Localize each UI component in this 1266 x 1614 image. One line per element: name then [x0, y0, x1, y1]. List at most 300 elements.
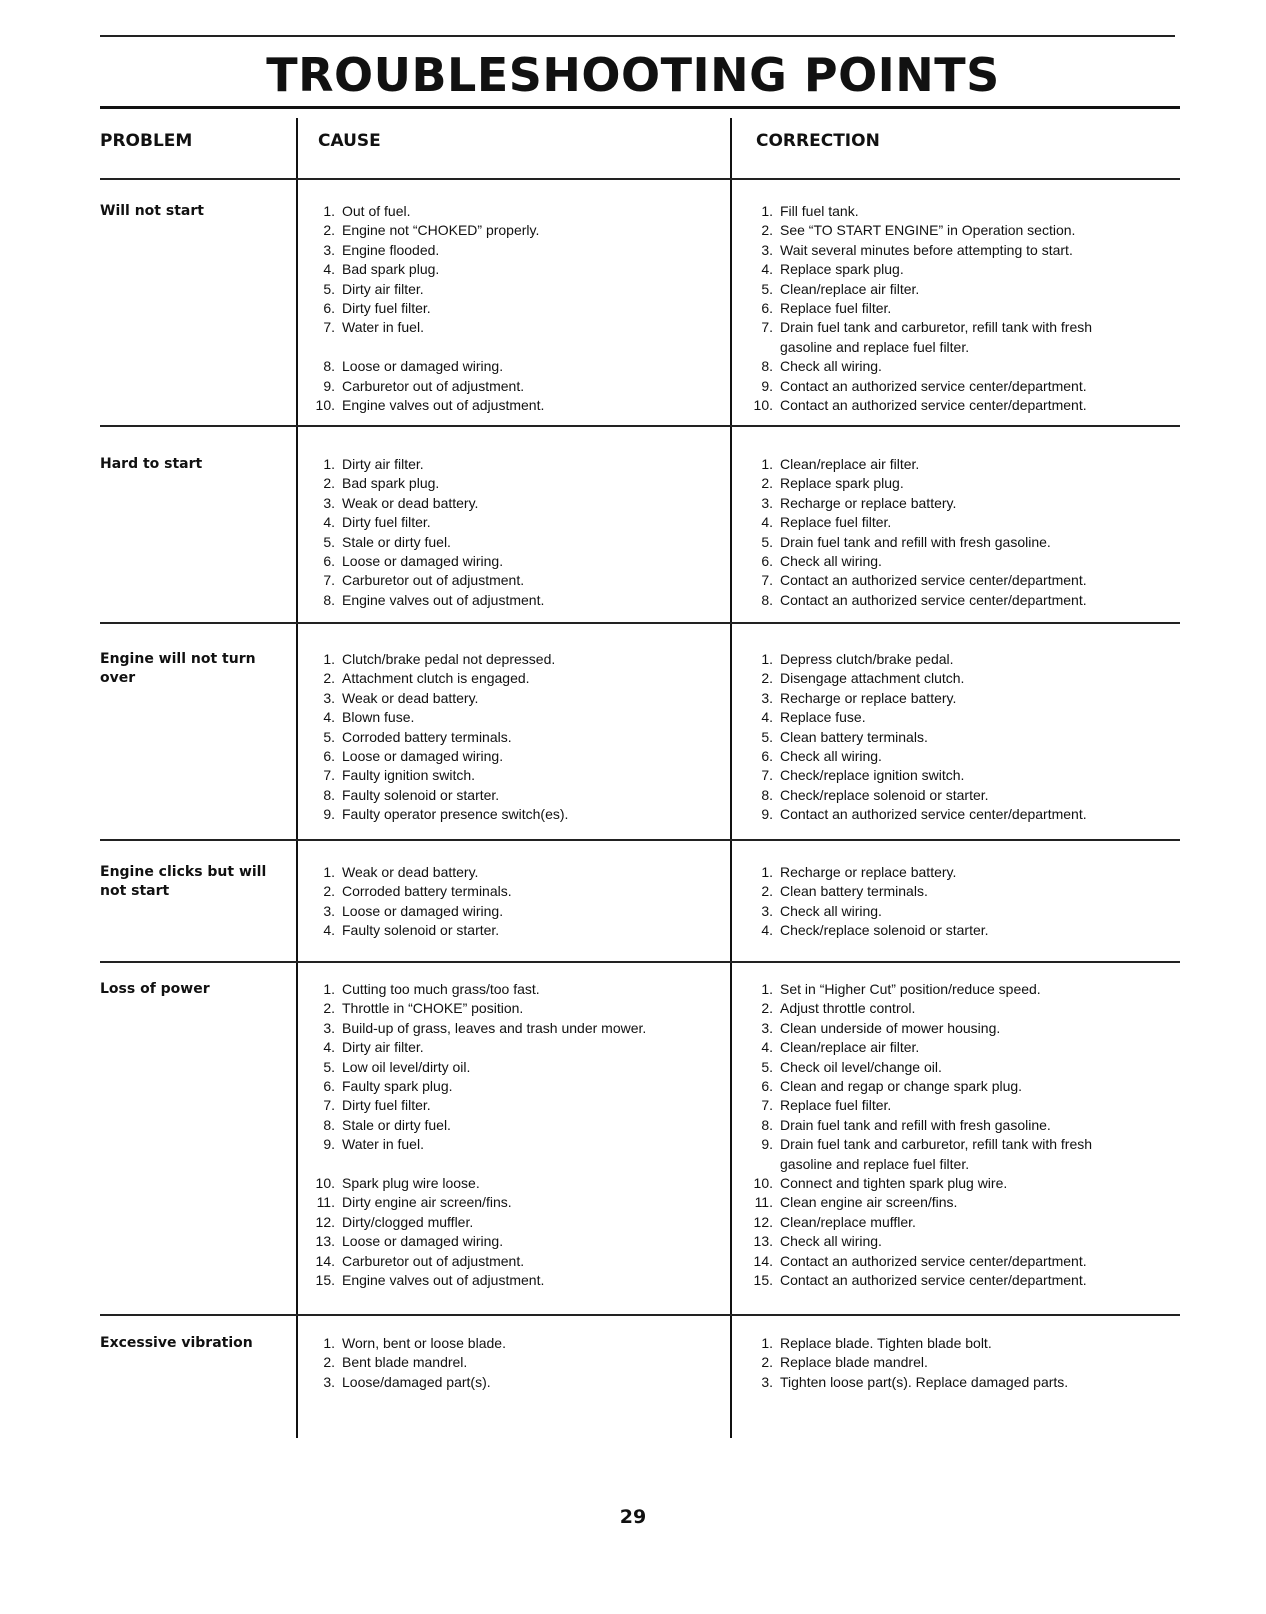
- item-text: Clean/replace air filter.: [780, 280, 920, 297]
- item-text: Dirty air filter.: [342, 1039, 424, 1056]
- column-divider-left: [296, 118, 298, 1438]
- item-number: 8.: [761, 786, 773, 803]
- item-text: Carburetor out of adjustment.: [342, 377, 525, 394]
- item-text: Loose/damaged part(s).: [342, 1373, 491, 1390]
- item-text: Check all wiring.: [780, 553, 882, 570]
- list-item: [302, 1096, 712, 1115]
- item-text: Dirty fuel filter.: [342, 1097, 431, 1114]
- list-item: [740, 455, 1180, 474]
- item-text: Contact an authorized service center/department.: [780, 591, 1087, 608]
- item-text: Spark plug wire loose.: [342, 1175, 480, 1192]
- problem-label: Engine clicks but will not start: [100, 864, 267, 899]
- item-number: 3.: [761, 494, 773, 511]
- item-number: 6.: [323, 748, 335, 765]
- item-number: 7.: [323, 1097, 335, 1114]
- problem-label: Loss of power: [100, 981, 210, 997]
- list-item: [740, 377, 1180, 396]
- item-text: [342, 339, 346, 355]
- item-number: 1.: [761, 456, 773, 472]
- problem-label: Engine will not turn over: [100, 651, 256, 686]
- list-item: [740, 571, 1180, 590]
- item-number: 5.: [761, 280, 773, 297]
- item-text: Faulty solenoid or starter.: [342, 922, 500, 939]
- item-number: 10.: [753, 397, 773, 414]
- cause-list: [302, 863, 712, 941]
- list-item: [302, 338, 712, 357]
- page-number: 29: [619, 1506, 647, 1528]
- item-text: Disengage attachment clutch.: [780, 670, 965, 687]
- list-item: [302, 1155, 712, 1174]
- item-text: Corroded battery terminals.: [342, 883, 512, 900]
- item-text: Fill fuel tank.: [780, 203, 859, 219]
- list-item: [302, 202, 712, 221]
- cause-list: [302, 1334, 712, 1392]
- item-text: Check oil level/change oil.: [780, 1058, 942, 1075]
- item-text: Weak or dead battery.: [342, 494, 479, 511]
- item-number: 3.: [323, 689, 335, 706]
- item-number: 3.: [761, 689, 773, 706]
- list-item: [302, 377, 712, 396]
- item-text: [342, 1156, 346, 1172]
- item-text: Dirty/clogged muffler.: [342, 1213, 474, 1230]
- item-text: Worn, bent or loose blade.: [342, 1335, 506, 1351]
- list-item: [302, 318, 712, 337]
- item-number: 10.: [315, 1175, 335, 1192]
- item-number: 3.: [323, 494, 335, 511]
- list-item: [740, 474, 1180, 493]
- item-text: Engine not “CHOKED” properly.: [342, 222, 540, 239]
- item-text: Carburetor out of adjustment.: [342, 1252, 525, 1269]
- section-separator: [100, 425, 1180, 427]
- item-number: 2.: [323, 883, 335, 900]
- item-number: 2.: [323, 1354, 335, 1371]
- item-number: 4.: [761, 1039, 773, 1056]
- item-number: 7.: [761, 319, 773, 336]
- item-number: 10.: [753, 1175, 773, 1192]
- list-item: [302, 533, 712, 552]
- section-separator: [100, 622, 1180, 624]
- item-number: 3.: [761, 1373, 773, 1390]
- item-number: 3.: [761, 1019, 773, 1036]
- list-item: [740, 921, 1180, 940]
- list-item: [740, 882, 1180, 901]
- item-number: 13.: [753, 1233, 773, 1250]
- correction-list: [740, 980, 1180, 1291]
- list-item: [302, 260, 712, 279]
- section-separator: [100, 1314, 1180, 1316]
- item-text: gasoline and replace fuel filter.: [780, 338, 970, 355]
- list-item: [740, 1058, 1180, 1077]
- item-number: 12.: [315, 1213, 335, 1230]
- list-item: [302, 1019, 712, 1038]
- section-separator: [100, 961, 1180, 963]
- list-item: [740, 494, 1180, 513]
- item-text: Dirty fuel filter.: [342, 514, 431, 531]
- item-number: 4.: [323, 1039, 335, 1056]
- item-text: Check/replace ignition switch.: [780, 767, 965, 784]
- list-item: [740, 669, 1180, 688]
- item-number: 10.: [315, 397, 335, 414]
- item-text: See “TO START ENGINE” in Operation section.: [780, 222, 1076, 239]
- item-text: Loose or damaged wiring.: [342, 902, 504, 919]
- item-number: 7.: [323, 767, 335, 784]
- list-item: [302, 766, 712, 785]
- item-text: Water in fuel.: [342, 1136, 424, 1153]
- item-text: Engine valves out of adjustment.: [342, 397, 545, 414]
- list-item: [740, 591, 1180, 610]
- item-text: Clean/replace air filter.: [780, 456, 920, 472]
- list-item: [302, 902, 712, 921]
- list-item: [302, 396, 712, 415]
- item-text: Check all wiring.: [780, 1233, 882, 1250]
- item-number: 1.: [761, 203, 773, 219]
- item-number: 2.: [761, 222, 773, 239]
- item-number: 8.: [323, 591, 335, 608]
- item-text: Faulty spark plug.: [342, 1078, 453, 1095]
- item-text: Weak or dead battery.: [342, 689, 479, 706]
- list-item: [302, 221, 712, 240]
- list-item: [740, 513, 1180, 532]
- item-text: Blown fuse.: [342, 709, 415, 726]
- correction-list: [740, 1334, 1180, 1392]
- item-number: 9.: [323, 1136, 335, 1153]
- item-text: Wait several minutes before attempting to start.: [780, 241, 1073, 258]
- list-item: [740, 805, 1180, 824]
- problem-label: Excessive vibration: [100, 1335, 253, 1351]
- item-number: 7.: [323, 572, 335, 589]
- correction-list: [740, 650, 1180, 825]
- list-item: [302, 1373, 712, 1392]
- list-item: [302, 786, 712, 805]
- item-text: Dirty air filter.: [342, 456, 424, 472]
- item-number: 3.: [761, 241, 773, 258]
- item-number: 7.: [323, 319, 335, 336]
- list-item: [740, 299, 1180, 318]
- item-number: 9.: [323, 806, 335, 823]
- list-item: [302, 1193, 712, 1212]
- list-item: [302, 513, 712, 532]
- list-item: [302, 708, 712, 727]
- item-number: 1.: [761, 1335, 773, 1351]
- list-item: [740, 650, 1180, 669]
- item-number: 1.: [323, 1335, 335, 1351]
- item-number: 3.: [323, 1019, 335, 1036]
- cause-list: [302, 455, 712, 610]
- item-text: gasoline and replace fuel filter.: [780, 1155, 970, 1172]
- item-text: Cutting too much grass/too fast.: [342, 981, 540, 997]
- list-item: [302, 747, 712, 766]
- item-number: 2.: [761, 475, 773, 492]
- item-text: Engine valves out of adjustment.: [342, 591, 545, 608]
- page-title: TROUBLESHOOTING POINTS: [266, 48, 1000, 102]
- item-text: Recharge or replace battery.: [780, 494, 957, 511]
- item-text: Set in “Higher Cut” position/reduce speed.: [780, 981, 1041, 997]
- item-number: 6.: [323, 1078, 335, 1095]
- item-text: Tighten loose part(s). Replace damaged parts.: [780, 1373, 1069, 1390]
- list-item: [302, 241, 712, 260]
- item-number: 2.: [323, 1000, 335, 1017]
- item-text: Bent blade mandrel.: [342, 1354, 468, 1371]
- item-number: 1.: [323, 864, 335, 880]
- item-number: 2.: [323, 670, 335, 687]
- list-item: [740, 1193, 1180, 1212]
- item-text: Connect and tighten spark plug wire.: [780, 1175, 1008, 1192]
- item-text: Replace fuel filter.: [780, 300, 892, 317]
- item-number: 6.: [761, 748, 773, 765]
- list-item: [302, 357, 712, 376]
- list-item: [740, 902, 1180, 921]
- item-number: 15.: [315, 1272, 335, 1289]
- item-text: Carburetor out of adjustment.: [342, 572, 525, 589]
- item-number: 3.: [761, 902, 773, 919]
- item-text: Dirty engine air screen/fins.: [342, 1194, 512, 1211]
- item-text: Contact an authorized service center/department.: [780, 377, 1087, 394]
- item-text: Check all wiring.: [780, 902, 882, 919]
- correction-list: [740, 455, 1180, 610]
- item-number: 8.: [323, 1116, 335, 1133]
- item-number: 6.: [761, 300, 773, 317]
- item-number: 7.: [761, 1097, 773, 1114]
- list-item: [740, 1353, 1180, 1372]
- item-text: Clean/replace muffler.: [780, 1213, 916, 1230]
- item-number: 9.: [323, 377, 335, 394]
- list-item: [302, 805, 712, 824]
- item-number: 6.: [323, 553, 335, 570]
- item-text: Depress clutch/brake pedal.: [780, 651, 954, 667]
- list-item: [302, 1271, 712, 1290]
- list-item: [740, 280, 1180, 299]
- top-rule: [100, 35, 1175, 37]
- item-number: 2.: [761, 1000, 773, 1017]
- list-item: [302, 980, 712, 999]
- item-text: Corroded battery terminals.: [342, 728, 512, 745]
- item-text: Replace fuel filter.: [780, 514, 892, 531]
- item-text: Replace blade. Tighten blade bolt.: [780, 1335, 992, 1351]
- item-text: Adjust throttle control.: [780, 1000, 916, 1017]
- item-text: Water in fuel.: [342, 319, 424, 336]
- item-number: 8.: [323, 358, 335, 375]
- list-item: [302, 999, 712, 1018]
- list-item: [302, 455, 712, 474]
- list-item: [302, 650, 712, 669]
- list-item: [740, 221, 1180, 240]
- item-text: Faulty operator presence switch(es).: [342, 806, 569, 823]
- item-number: 5.: [323, 728, 335, 745]
- item-number: 9.: [761, 1136, 773, 1153]
- item-text: Clean and regap or change spark plug.: [780, 1078, 1023, 1095]
- list-item: [740, 1174, 1180, 1193]
- list-item: [740, 1116, 1180, 1135]
- item-number: 9.: [761, 806, 773, 823]
- item-number: 5.: [761, 728, 773, 745]
- item-text: Clean engine air screen/fins.: [780, 1194, 958, 1211]
- item-text: Replace fuel filter.: [780, 1097, 892, 1114]
- list-item: [740, 357, 1180, 376]
- item-number: 4.: [761, 922, 773, 939]
- item-number: 1.: [323, 651, 335, 667]
- list-item: [302, 1135, 712, 1154]
- list-item: [740, 338, 1180, 357]
- item-text: Contact an authorized service center/department.: [780, 1272, 1087, 1289]
- item-number: 6.: [323, 300, 335, 317]
- cause-list: [302, 650, 712, 825]
- item-number: 12.: [753, 1213, 773, 1230]
- list-item: [740, 1155, 1180, 1174]
- item-text: Check all wiring.: [780, 748, 882, 765]
- item-number: 7.: [761, 572, 773, 589]
- list-item: [740, 1019, 1180, 1038]
- list-item: [302, 571, 712, 590]
- item-text: Weak or dead battery.: [342, 864, 479, 880]
- list-item: [302, 1174, 712, 1193]
- item-number: 8.: [323, 786, 335, 803]
- item-text: Low oil level/dirty oil.: [342, 1058, 471, 1075]
- list-item: [740, 999, 1180, 1018]
- list-item: [740, 1252, 1180, 1271]
- list-item: [302, 1252, 712, 1271]
- list-item: [740, 1213, 1180, 1232]
- item-number: 1.: [323, 456, 335, 472]
- item-number: 3.: [323, 902, 335, 919]
- item-number: 1.: [761, 981, 773, 997]
- item-text: Contact an authorized service center/department.: [780, 572, 1087, 589]
- list-item: [740, 396, 1180, 415]
- item-text: Loose or damaged wiring.: [342, 748, 504, 765]
- item-text: Recharge or replace battery.: [780, 864, 957, 880]
- item-number: 8.: [761, 358, 773, 375]
- item-text: Attachment clutch is engaged.: [342, 670, 530, 687]
- list-item: [740, 318, 1180, 337]
- list-item: [302, 494, 712, 513]
- list-item: [302, 1038, 712, 1057]
- item-number: 4.: [761, 514, 773, 531]
- item-text: Stale or dirty fuel.: [342, 533, 451, 550]
- list-item: [740, 1077, 1180, 1096]
- list-item: [740, 1038, 1180, 1057]
- item-text: Bad spark plug.: [342, 475, 440, 492]
- item-text: Contact an authorized service center/department.: [780, 806, 1087, 823]
- list-item: [302, 1232, 712, 1251]
- cause-list: [302, 202, 712, 415]
- item-text: Clean underside of mower housing.: [780, 1019, 1001, 1036]
- item-text: Contact an authorized service center/department.: [780, 397, 1087, 414]
- item-number: 2.: [323, 475, 335, 492]
- list-item: [302, 552, 712, 571]
- list-item: [740, 1096, 1180, 1115]
- list-item: [740, 747, 1180, 766]
- item-text: Replace blade mandrel.: [780, 1354, 928, 1371]
- item-number: 2.: [761, 883, 773, 900]
- item-text: Contact an authorized service center/department.: [780, 1252, 1087, 1269]
- list-item: [740, 766, 1180, 785]
- item-number: 4.: [323, 709, 335, 726]
- list-item: [740, 980, 1180, 999]
- item-number: 13.: [315, 1233, 335, 1250]
- item-text: Stale or dirty fuel.: [342, 1116, 451, 1133]
- item-text: Drain fuel tank and refill with fresh gasoline.: [780, 1116, 1051, 1133]
- item-number: 2.: [761, 1354, 773, 1371]
- list-item: [740, 728, 1180, 747]
- item-number: 2.: [323, 222, 335, 239]
- list-item: [740, 533, 1180, 552]
- item-text: Faulty ignition switch.: [342, 767, 476, 784]
- item-number: 15.: [753, 1272, 773, 1289]
- item-number: 8.: [761, 591, 773, 608]
- list-item: [740, 552, 1180, 571]
- item-text: Check/replace solenoid or starter.: [780, 922, 989, 939]
- list-item: [302, 689, 712, 708]
- item-number: 1.: [761, 864, 773, 880]
- correction-column-header: CORRECTION: [756, 131, 880, 151]
- item-number: 4.: [323, 261, 335, 278]
- item-number: 1.: [323, 981, 335, 997]
- list-item: [302, 669, 712, 688]
- item-text: Replace spark plug.: [780, 261, 904, 278]
- item-text: Replace spark plug.: [780, 475, 904, 492]
- item-text: Clean battery terminals.: [780, 883, 928, 900]
- item-number: 6.: [761, 1078, 773, 1095]
- item-number: 4.: [323, 514, 335, 531]
- title-rule: [100, 106, 1180, 109]
- correction-list: [740, 863, 1180, 941]
- list-item: [302, 1353, 712, 1372]
- problem-label: Will not start: [100, 203, 204, 219]
- list-item: [302, 1213, 712, 1232]
- item-text: Loose or damaged wiring.: [342, 358, 504, 375]
- item-number: 3.: [323, 1373, 335, 1390]
- item-text: Dirty fuel filter.: [342, 300, 431, 317]
- list-item: [740, 863, 1180, 882]
- list-item: [302, 591, 712, 610]
- problem-column-header: PROBLEM: [100, 131, 193, 151]
- item-number: 1.: [761, 651, 773, 667]
- list-item: [740, 708, 1180, 727]
- item-number: 5.: [761, 1058, 773, 1075]
- item-number: 5.: [761, 533, 773, 550]
- list-item: [740, 241, 1180, 260]
- item-text: Recharge or replace battery.: [780, 689, 957, 706]
- item-number: 4.: [761, 261, 773, 278]
- item-number: 11.: [754, 1194, 773, 1211]
- list-item: [740, 1135, 1180, 1154]
- item-number: 7.: [761, 767, 773, 784]
- list-item: [740, 202, 1180, 221]
- list-item: [302, 474, 712, 493]
- list-item: [302, 299, 712, 318]
- item-number: 4.: [323, 922, 335, 939]
- item-text: Loose or damaged wiring.: [342, 553, 504, 570]
- item-text: Engine valves out of adjustment.: [342, 1272, 545, 1289]
- item-text: Check/replace solenoid or starter.: [780, 786, 989, 803]
- item-text: Clean battery terminals.: [780, 728, 928, 745]
- item-text: Dirty air filter.: [342, 280, 424, 297]
- item-text: Bad spark plug.: [342, 261, 440, 278]
- item-number: 9.: [761, 377, 773, 394]
- item-text: Drain fuel tank and carburetor, refill tank with fresh: [780, 319, 1093, 336]
- item-number: 5.: [323, 1058, 335, 1075]
- section-separator: [100, 839, 1180, 841]
- list-item: [302, 921, 712, 940]
- item-text: Throttle in “CHOKE” position.: [342, 1000, 524, 1017]
- item-number: 14.: [315, 1252, 335, 1269]
- item-text: Drain fuel tank and refill with fresh gasoline.: [780, 533, 1051, 550]
- list-item: [740, 786, 1180, 805]
- item-text: Faulty solenoid or starter.: [342, 786, 500, 803]
- header-separator: [100, 178, 1180, 180]
- item-text: Out of fuel.: [342, 203, 411, 219]
- list-item: [740, 1271, 1180, 1290]
- list-item: [302, 728, 712, 747]
